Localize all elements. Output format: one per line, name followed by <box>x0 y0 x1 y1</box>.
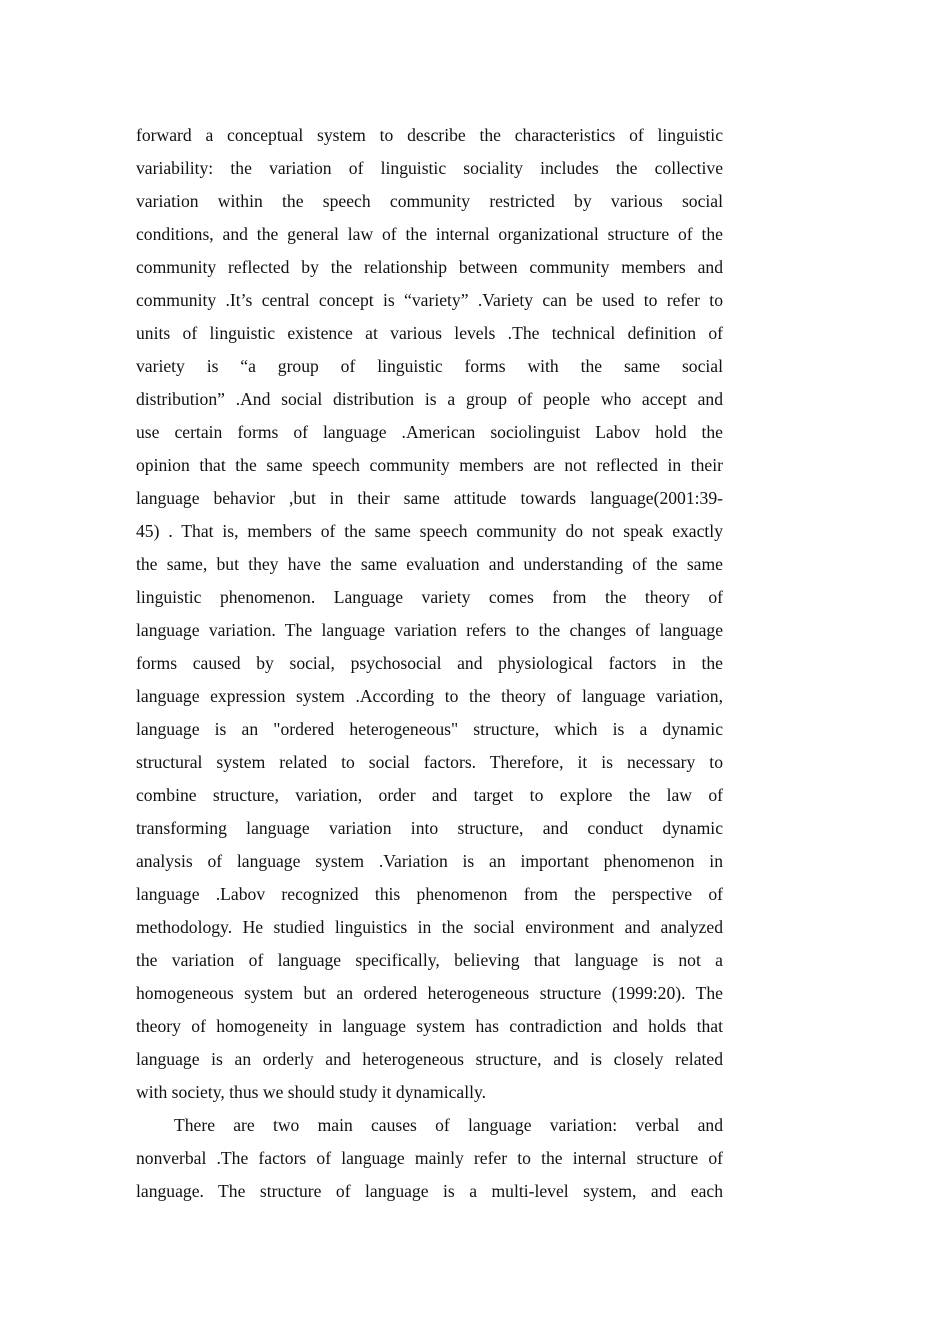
text-line: units of linguistic existence at various levels .The technical definition of <box>136 323 723 343</box>
text-line: 45) . That is, members of the same speech community do not speak exactly <box>136 521 723 541</box>
text-line: theory of homogeneity in language system has contradiction and holds that <box>136 1016 723 1036</box>
document-body <box>136 119 723 1208</box>
text-line: transforming language variation into structure, and conduct dynamic <box>136 818 723 838</box>
text-line: community .It’s central concept is “variety” .Variety can be used to refer to <box>136 290 723 310</box>
text-line: forms caused by social, psychosocial and physiological factors in the <box>136 653 723 673</box>
text-line: structural system related to social factors. Therefore, it is necessary to <box>136 752 723 772</box>
text-line: language expression system .According to the theory of language variation, <box>136 686 723 706</box>
text-line: opinion that the same speech community members are not reflected in their <box>136 455 723 475</box>
text-line: community reflected by the relationship between community members and <box>136 257 723 277</box>
text-line: nonverbal .The factors of language mainly refer to the internal structure of <box>136 1148 723 1168</box>
text-line: combine structure, variation, order and target to explore the law of <box>136 785 723 805</box>
text-line: variety is “a group of linguistic forms with the same social <box>136 356 723 376</box>
text-line: language. The structure of language is a multi-level system, and each <box>136 1181 723 1201</box>
text-line: linguistic phenomenon. Language variety comes from the theory of <box>136 587 723 607</box>
text-line: the variation of language specifically, believing that language is not a <box>136 950 723 970</box>
text-line: language behavior ,but in their same attitude towards language(2001:39- <box>136 488 723 508</box>
text-line: distribution” .And social distribution is a group of people who accept and <box>136 389 723 409</box>
text-line: the same, but they have the same evaluation and understanding of the same <box>136 554 723 574</box>
paragraph <box>136 119 723 1109</box>
text-line: language is an orderly and heterogeneous structure, and is closely related <box>136 1049 723 1069</box>
text-line: language is an "ordered heterogeneous" structure, which is a dynamic <box>136 719 723 739</box>
text-line: There are two main causes of language variation: verbal and <box>174 1115 723 1135</box>
paragraph <box>136 1109 723 1208</box>
text-line: forward a conceptual system to describe the characteristics of linguistic <box>136 125 723 145</box>
text-line: with society, thus we should study it dynamically. <box>136 1082 487 1102</box>
text-line: homogeneous system but an ordered heterogeneous structure (1999:20). The <box>136 983 723 1003</box>
text-line: language .Labov recognized this phenomenon from the perspective of <box>136 884 723 904</box>
text-line: use certain forms of language .American sociolinguist Labov hold the <box>136 422 723 442</box>
text-line: conditions, and the general law of the internal organizational structure of the <box>136 224 723 244</box>
text-line: analysis of language system .Variation is an important phenomenon in <box>136 851 723 871</box>
text-line: variability: the variation of linguistic sociality includes the collective <box>136 158 723 178</box>
text-line: variation within the speech community restricted by various social <box>136 191 723 211</box>
text-line: language variation. The language variation refers to the changes of language <box>136 620 723 640</box>
text-line: methodology. He studied linguistics in the social environment and analyzed <box>136 917 723 937</box>
